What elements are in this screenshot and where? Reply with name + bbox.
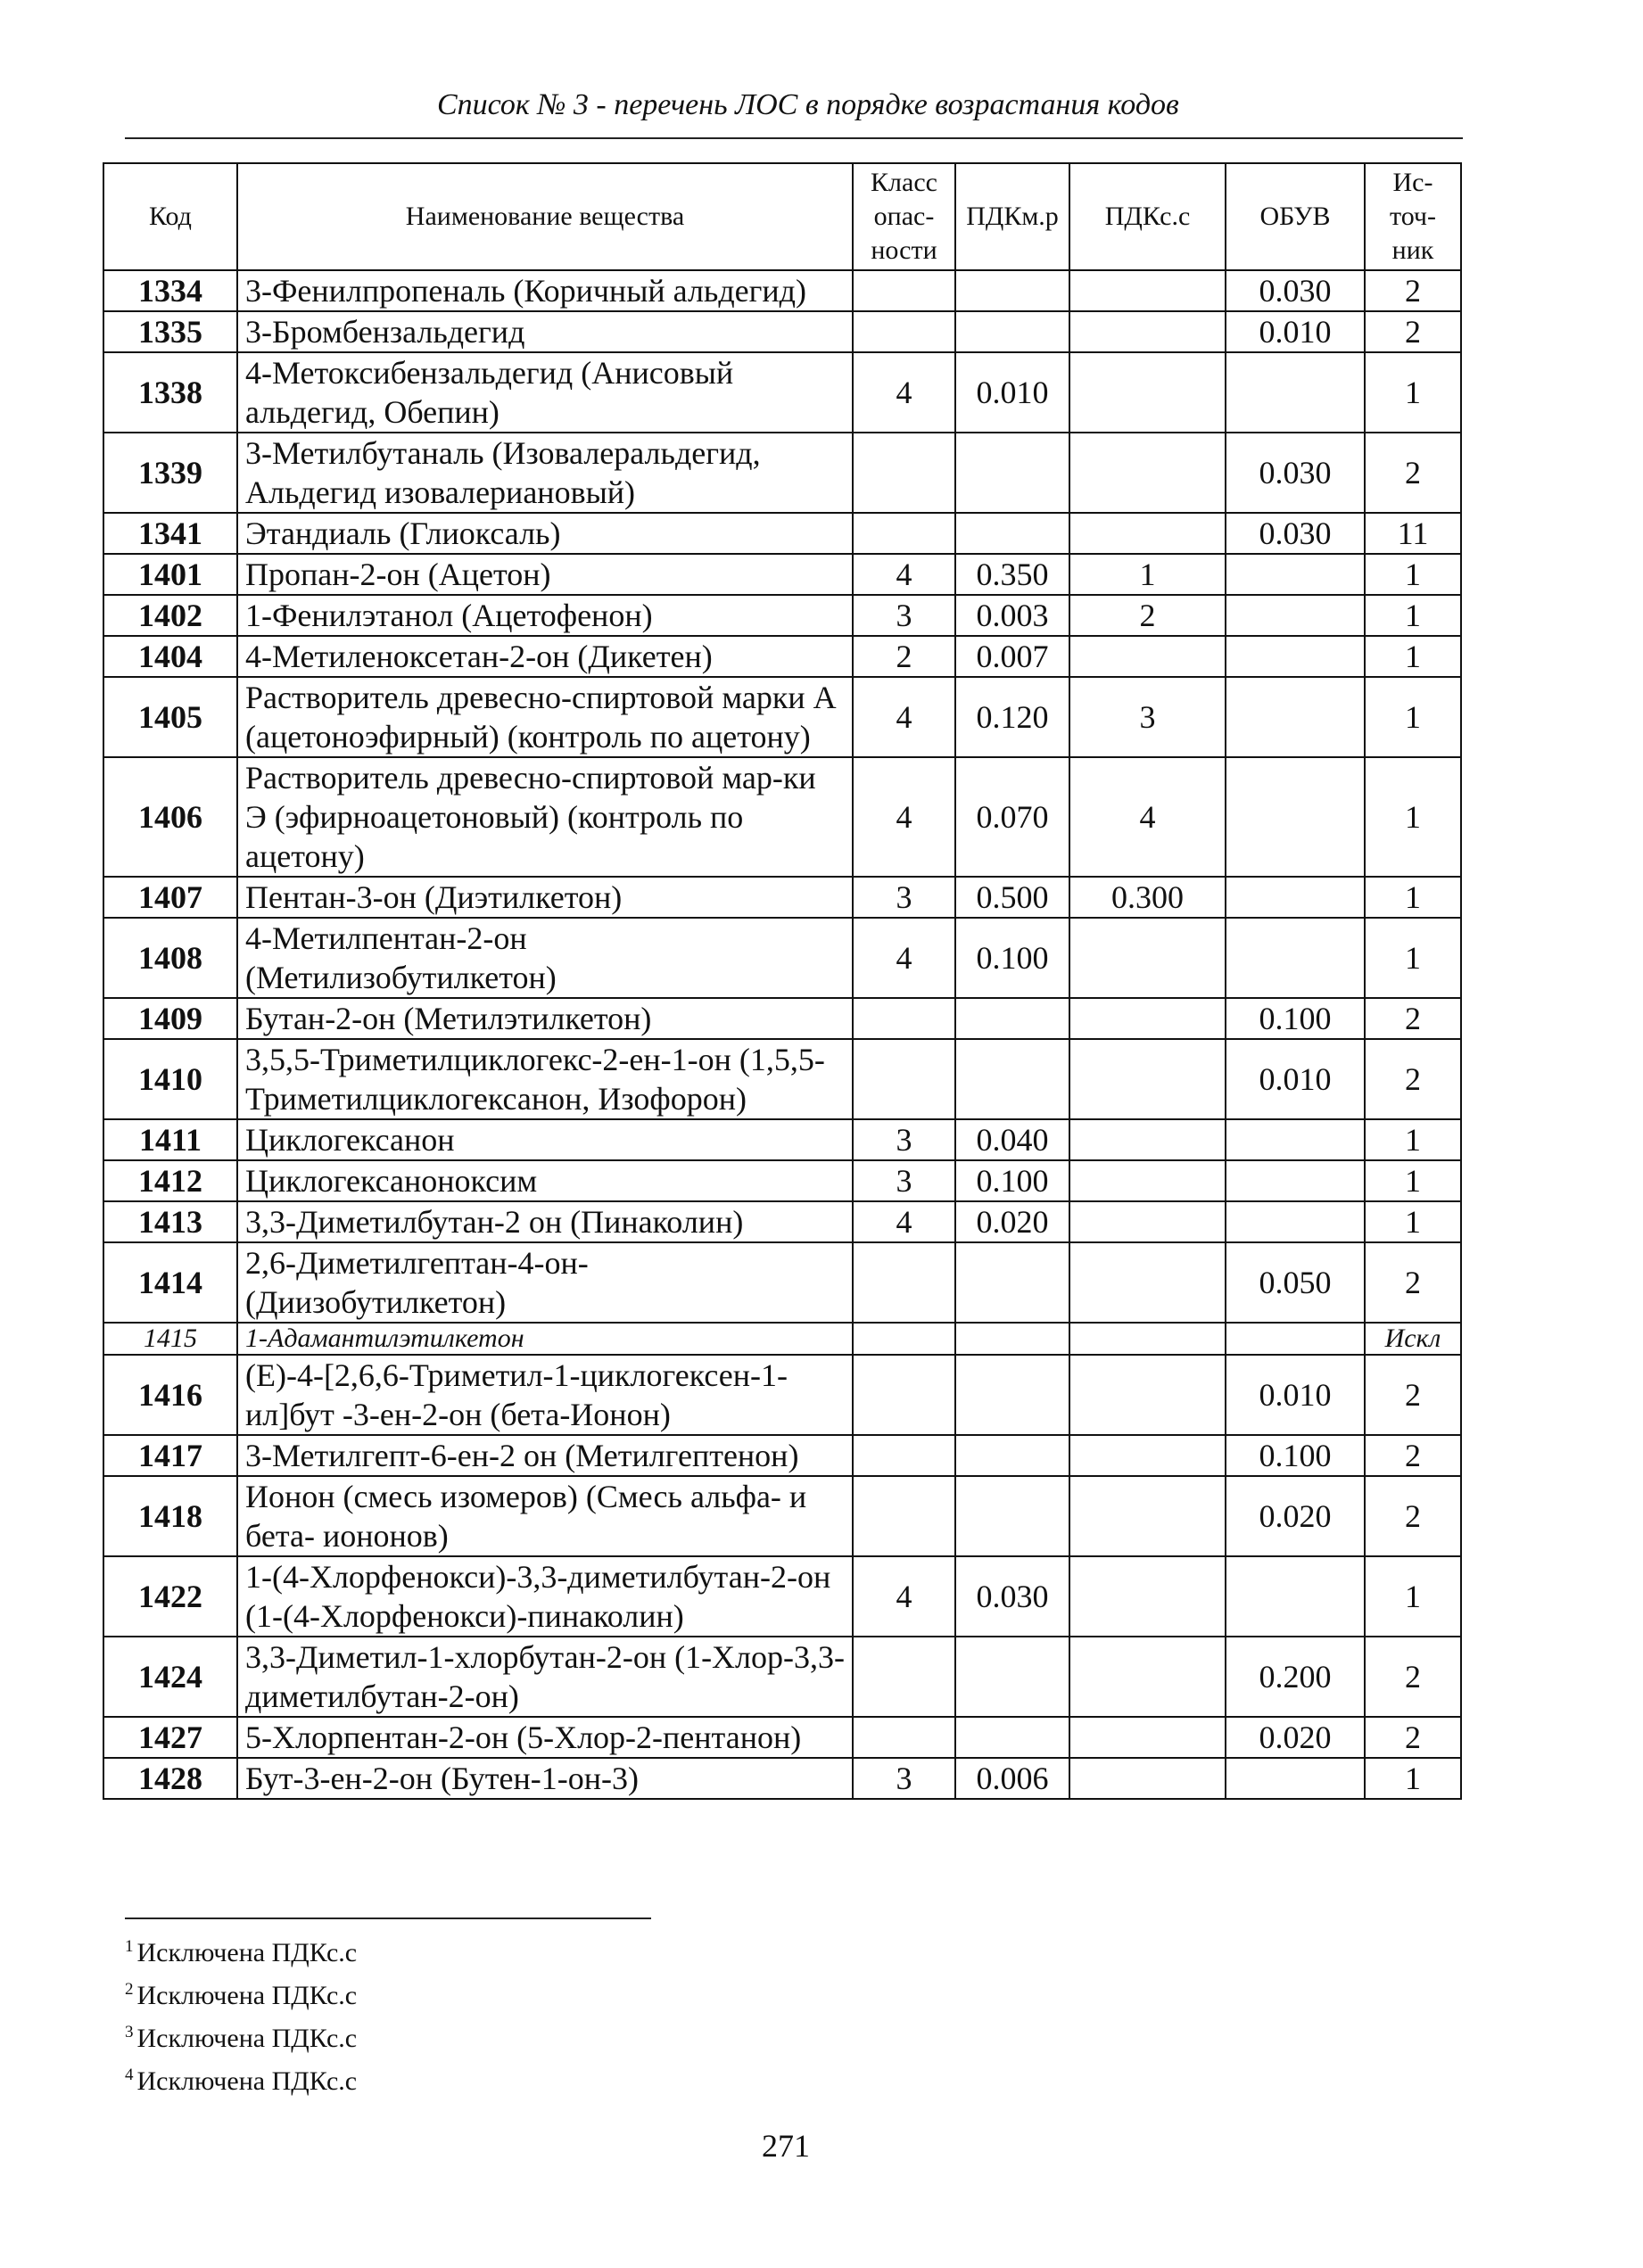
cell-hazard-class	[853, 270, 955, 311]
cell-code: 1417	[103, 1435, 237, 1476]
cell-pdk-mr	[955, 513, 1069, 554]
cell-pdk-ss	[1069, 1039, 1226, 1119]
cell-pdk-ss	[1069, 1758, 1226, 1799]
table-row	[103, 1435, 1461, 1476]
cell-source: 1	[1365, 1758, 1461, 1799]
table-row	[103, 1119, 1461, 1160]
header-name: Наименование вещества	[237, 163, 853, 270]
cell-code: 1341	[103, 513, 237, 554]
cell-obuv: 0.200	[1226, 1637, 1365, 1717]
cell-hazard-class	[853, 1637, 955, 1717]
cell-name: 1-Адамантилэтилкетон	[237, 1323, 853, 1355]
cell-name: 4-Метиленоксетан-2-он (Дикетен)	[237, 636, 853, 677]
cell-code: 1408	[103, 918, 237, 998]
cell-hazard-class: 3	[853, 595, 955, 636]
cell-code: 1407	[103, 877, 237, 918]
cell-pdk-mr: 0.010	[955, 352, 1069, 433]
cell-hazard-class	[853, 1355, 955, 1435]
cell-name: 3-Метилбутаналь (Изовалеральдегид, Альдегид изовалериановый)	[237, 433, 853, 513]
footnote: $^3$ Исключена ПДКс.с	[125, 2023, 358, 2053]
cell-code: 1428	[103, 1758, 237, 1799]
cell-hazard-class	[853, 311, 955, 352]
cell-code: 1424	[103, 1637, 237, 1717]
cell-source: 1	[1365, 352, 1461, 433]
cell-obuv: 0.010	[1226, 311, 1365, 352]
cell-pdk-ss: 0.300	[1069, 877, 1226, 918]
cell-obuv	[1226, 1160, 1365, 1201]
cell-pdk-mr: 0.100	[955, 918, 1069, 998]
table-row	[103, 1201, 1461, 1242]
header-pdk-mr: ПДКм.р	[955, 163, 1069, 270]
table-row	[103, 1556, 1461, 1637]
cell-pdk-mr: 0.100	[955, 1160, 1069, 1201]
table-row	[103, 1160, 1461, 1201]
footnote-rule	[125, 1917, 651, 1919]
cell-code: 1418	[103, 1476, 237, 1556]
footnote: $^4$ Исключена ПДКс.с	[125, 2066, 358, 2096]
cell-pdk-mr	[955, 1476, 1069, 1556]
header-hazard-class: Класс опас-ности	[853, 163, 955, 270]
cell-source: 1	[1365, 877, 1461, 918]
cell-code: 1412	[103, 1160, 237, 1201]
table-row	[103, 554, 1461, 595]
cell-source: 2	[1365, 1039, 1461, 1119]
cell-pdk-ss	[1069, 998, 1226, 1039]
cell-name: (Е)-4-[2,6,6-Триметил-1-циклогексен-1-ил]бут -3-ен-2-он (бета-Ионон)	[237, 1355, 853, 1435]
cell-code: 1416	[103, 1355, 237, 1435]
cell-source: 1	[1365, 554, 1461, 595]
page-number: 271	[762, 2128, 810, 2164]
header-code: Код	[103, 163, 237, 270]
cell-code: 1334	[103, 270, 237, 311]
table-row	[103, 677, 1461, 757]
cell-code: 1411	[103, 1119, 237, 1160]
footnote: $^2$ Исключена ПДКс.с	[125, 1980, 358, 2010]
table-row	[103, 595, 1461, 636]
cell-hazard-class	[853, 1242, 955, 1323]
cell-hazard-class	[853, 1039, 955, 1119]
cell-code: 1415	[103, 1323, 237, 1355]
table-body	[103, 270, 1461, 1799]
cell-source: 2	[1365, 1717, 1461, 1758]
cell-name: Этандиаль (Глиоксаль)	[237, 513, 853, 554]
cell-source: 11	[1365, 513, 1461, 554]
cell-pdk-ss: 3	[1069, 677, 1226, 757]
cell-pdk-mr	[955, 1355, 1069, 1435]
cell-hazard-class	[853, 1323, 955, 1355]
footnotes	[125, 1928, 357, 2099]
cell-obuv: 0.030	[1226, 433, 1365, 513]
cell-obuv: 0.100	[1226, 1435, 1365, 1476]
cell-name: 4-Метилпентан-2-он (Метилизобутилкетон)	[237, 918, 853, 998]
cell-name: Растворитель древесно-спиртовой мар-ки Э (эфирноацетоновый) (контроль по ацетону)	[237, 757, 853, 877]
cell-source: 1	[1365, 1160, 1461, 1201]
header-pdk-ss: ПДКс.с	[1069, 163, 1226, 270]
table-row	[103, 1717, 1461, 1758]
cell-pdk-mr: 0.007	[955, 636, 1069, 677]
title-rule	[125, 137, 1463, 139]
cell-source: 1	[1365, 636, 1461, 677]
cell-pdk-mr: 0.350	[955, 554, 1069, 595]
cell-source: 2	[1365, 1435, 1461, 1476]
cell-pdk-ss	[1069, 1435, 1226, 1476]
cell-code: 1405	[103, 677, 237, 757]
cell-obuv: 0.020	[1226, 1717, 1365, 1758]
cell-obuv	[1226, 877, 1365, 918]
cell-pdk-mr: 0.500	[955, 877, 1069, 918]
cell-hazard-class	[853, 1435, 955, 1476]
cell-code: 1422	[103, 1556, 237, 1637]
cell-source: 2	[1365, 433, 1461, 513]
cell-hazard-class: 2	[853, 636, 955, 677]
cell-hazard-class	[853, 433, 955, 513]
cell-pdk-ss	[1069, 270, 1226, 311]
cell-pdk-mr	[955, 998, 1069, 1039]
cell-code: 1406	[103, 757, 237, 877]
cell-obuv: 0.030	[1226, 513, 1365, 554]
header-source: Ис-точ-ник	[1365, 163, 1461, 270]
cell-pdk-mr	[955, 433, 1069, 513]
cell-obuv	[1226, 1119, 1365, 1160]
cell-hazard-class: 4	[853, 554, 955, 595]
cell-name: 3-Метилгепт-6-ен-2 он (Метилгептенон)	[237, 1435, 853, 1476]
cell-name: 1-Фенилэтанол (Ацетофенон)	[237, 595, 853, 636]
cell-hazard-class	[853, 1476, 955, 1556]
cell-hazard-class: 4	[853, 757, 955, 877]
cell-source: 1	[1365, 1201, 1461, 1242]
cell-name: 5-Хлорпентан-2-он (5-Хлор-2-пентанон)	[237, 1717, 853, 1758]
cell-pdk-ss	[1069, 636, 1226, 677]
cell-name: Циклогексанон	[237, 1119, 853, 1160]
cell-pdk-ss	[1069, 352, 1226, 433]
cell-pdk-ss	[1069, 1717, 1226, 1758]
cell-hazard-class: 3	[853, 877, 955, 918]
cell-obuv	[1226, 1758, 1365, 1799]
cell-pdk-mr: 0.040	[955, 1119, 1069, 1160]
cell-source: 2	[1365, 1637, 1461, 1717]
cell-hazard-class	[853, 998, 955, 1039]
cell-pdk-ss	[1069, 1637, 1226, 1717]
table-row	[103, 998, 1461, 1039]
table-row	[103, 1355, 1461, 1435]
cell-name: 3-Бромбензальдегид	[237, 311, 853, 352]
table-row	[103, 1039, 1461, 1119]
cell-source: 1	[1365, 918, 1461, 998]
cell-code: 1338	[103, 352, 237, 433]
cell-name: Ионон (смесь изомеров) (Смесь альфа- и бета- иононов)	[237, 1476, 853, 1556]
table-row	[103, 1323, 1461, 1355]
cell-source: 2	[1365, 998, 1461, 1039]
cell-source: 1	[1365, 757, 1461, 877]
cell-obuv: 0.030	[1226, 270, 1365, 311]
cell-source: 1	[1365, 595, 1461, 636]
cell-obuv: 0.020	[1226, 1476, 1365, 1556]
cell-obuv: 0.100	[1226, 998, 1365, 1039]
cell-code: 1427	[103, 1717, 237, 1758]
header-obuv: ОБУВ	[1226, 163, 1365, 270]
cell-pdk-mr: 0.030	[955, 1556, 1069, 1637]
page-title: Список № 3 - перечень ЛОС в порядке возрастания кодов	[437, 88, 1179, 121]
cell-pdk-ss: 2	[1069, 595, 1226, 636]
cell-name: Растворитель древесно-спиртовой марки А (ацетоноэфирный) (контроль по ацетону)	[237, 677, 853, 757]
cell-source: 2	[1365, 1242, 1461, 1323]
cell-hazard-class: 4	[853, 677, 955, 757]
cell-obuv	[1226, 595, 1365, 636]
cell-pdk-mr: 0.006	[955, 1758, 1069, 1799]
cell-code: 1410	[103, 1039, 237, 1119]
cell-pdk-ss	[1069, 1242, 1226, 1323]
cell-hazard-class	[853, 513, 955, 554]
cell-pdk-ss	[1069, 513, 1226, 554]
cell-name: 3,5,5-Триметилциклогекс-2-ен-1-он (1,5,5-Триметилциклогексанон, Изофорон)	[237, 1039, 853, 1119]
cell-source: 1	[1365, 677, 1461, 757]
cell-name: Бутан-2-он (Метилэтилкетон)	[237, 998, 853, 1039]
cell-hazard-class: 3	[853, 1758, 955, 1799]
table-row	[103, 877, 1461, 918]
cell-name: Циклогексаноноксим	[237, 1160, 853, 1201]
cell-hazard-class: 4	[853, 918, 955, 998]
cell-name: 3-Фенилпропеналь (Коричный альдегид)	[237, 270, 853, 311]
cell-name: 3,3-Диметил-1-хлорбутан-2-он (1-Хлор-3,3-диметилбутан-2-он)	[237, 1637, 853, 1717]
cell-pdk-mr: 0.020	[955, 1201, 1069, 1242]
cell-pdk-ss	[1069, 1160, 1226, 1201]
cell-pdk-mr	[955, 1039, 1069, 1119]
cell-code: 1409	[103, 998, 237, 1039]
cell-source: 2	[1365, 1355, 1461, 1435]
cell-obuv	[1226, 677, 1365, 757]
cell-hazard-class: 4	[853, 1556, 955, 1637]
cell-hazard-class: 4	[853, 1201, 955, 1242]
cell-pdk-ss	[1069, 1476, 1226, 1556]
cell-obuv	[1226, 554, 1365, 595]
table-row	[103, 1476, 1461, 1556]
cell-hazard-class	[853, 1717, 955, 1758]
table-row	[103, 311, 1461, 352]
cell-code: 1413	[103, 1201, 237, 1242]
cell-pdk-mr	[955, 1242, 1069, 1323]
cell-pdk-mr: 0.003	[955, 595, 1069, 636]
cell-code: 1402	[103, 595, 237, 636]
cell-source: Искл	[1365, 1323, 1461, 1355]
cell-source: 2	[1365, 270, 1461, 311]
table-row	[103, 270, 1461, 311]
cell-name: 4-Метоксибензальдегид (Анисовый альдегид, Обепин)	[237, 352, 853, 433]
cell-pdk-ss: 1	[1069, 554, 1226, 595]
cell-obuv	[1226, 757, 1365, 877]
cell-source: 2	[1365, 311, 1461, 352]
cell-name: 3,3-Диметилбутан-2 он (Пинаколин)	[237, 1201, 853, 1242]
los-table	[103, 162, 1462, 1800]
cell-obuv: 0.010	[1226, 1355, 1365, 1435]
cell-name: 1-(4-Хлорфенокси)-3,3-диметилбутан-2-он (1-(4-Хлорфенокси)-пинаколин)	[237, 1556, 853, 1637]
cell-pdk-mr: 0.070	[955, 757, 1069, 877]
table-row	[103, 433, 1461, 513]
cell-pdk-ss	[1069, 311, 1226, 352]
cell-code: 1401	[103, 554, 237, 595]
cell-name: Бут-3-ен-2-он (Бутен-1-он-3)	[237, 1758, 853, 1799]
cell-name: 2,6-Диметилгептан-4-он- (Диизобутилкетон)	[237, 1242, 853, 1323]
cell-source: 2	[1365, 1476, 1461, 1556]
cell-code: 1414	[103, 1242, 237, 1323]
cell-pdk-mr	[955, 1435, 1069, 1476]
cell-obuv	[1226, 352, 1365, 433]
table-row	[103, 1242, 1461, 1323]
table-row	[103, 636, 1461, 677]
cell-hazard-class: 4	[853, 352, 955, 433]
cell-hazard-class: 3	[853, 1119, 955, 1160]
cell-pdk-ss	[1069, 1556, 1226, 1637]
cell-source: 1	[1365, 1556, 1461, 1637]
cell-pdk-ss	[1069, 1201, 1226, 1242]
cell-pdk-ss	[1069, 433, 1226, 513]
cell-source: 1	[1365, 1119, 1461, 1160]
cell-obuv	[1226, 918, 1365, 998]
cell-code: 1339	[103, 433, 237, 513]
cell-pdk-mr	[955, 1717, 1069, 1758]
cell-pdk-ss	[1069, 1355, 1226, 1435]
cell-pdk-mr: 0.120	[955, 677, 1069, 757]
cell-pdk-mr	[955, 311, 1069, 352]
table-row	[103, 1758, 1461, 1799]
cell-pdk-mr	[955, 1637, 1069, 1717]
cell-obuv: 0.050	[1226, 1242, 1365, 1323]
cell-code: 1335	[103, 311, 237, 352]
cell-pdk-ss	[1069, 1119, 1226, 1160]
table-row	[103, 513, 1461, 554]
cell-pdk-mr	[955, 270, 1069, 311]
cell-pdk-ss	[1069, 918, 1226, 998]
table-header-row	[103, 163, 1461, 270]
cell-pdk-ss	[1069, 1323, 1226, 1355]
cell-obuv: 0.010	[1226, 1039, 1365, 1119]
cell-obuv	[1226, 1556, 1365, 1637]
cell-obuv	[1226, 1323, 1365, 1355]
cell-name: Пропан-2-он (Ацетон)	[237, 554, 853, 595]
table-row	[103, 918, 1461, 998]
cell-obuv	[1226, 636, 1365, 677]
cell-obuv	[1226, 1201, 1365, 1242]
cell-pdk-mr	[955, 1323, 1069, 1355]
cell-code: 1404	[103, 636, 237, 677]
cell-name: Пентан-3-он (Диэтилкетон)	[237, 877, 853, 918]
footnote: $^1$ Исключена ПДКс.с	[125, 1937, 358, 1967]
table-row	[103, 757, 1461, 877]
table-row	[103, 1637, 1461, 1717]
table-row	[103, 352, 1461, 433]
cell-pdk-ss: 4	[1069, 757, 1226, 877]
cell-hazard-class: 3	[853, 1160, 955, 1201]
